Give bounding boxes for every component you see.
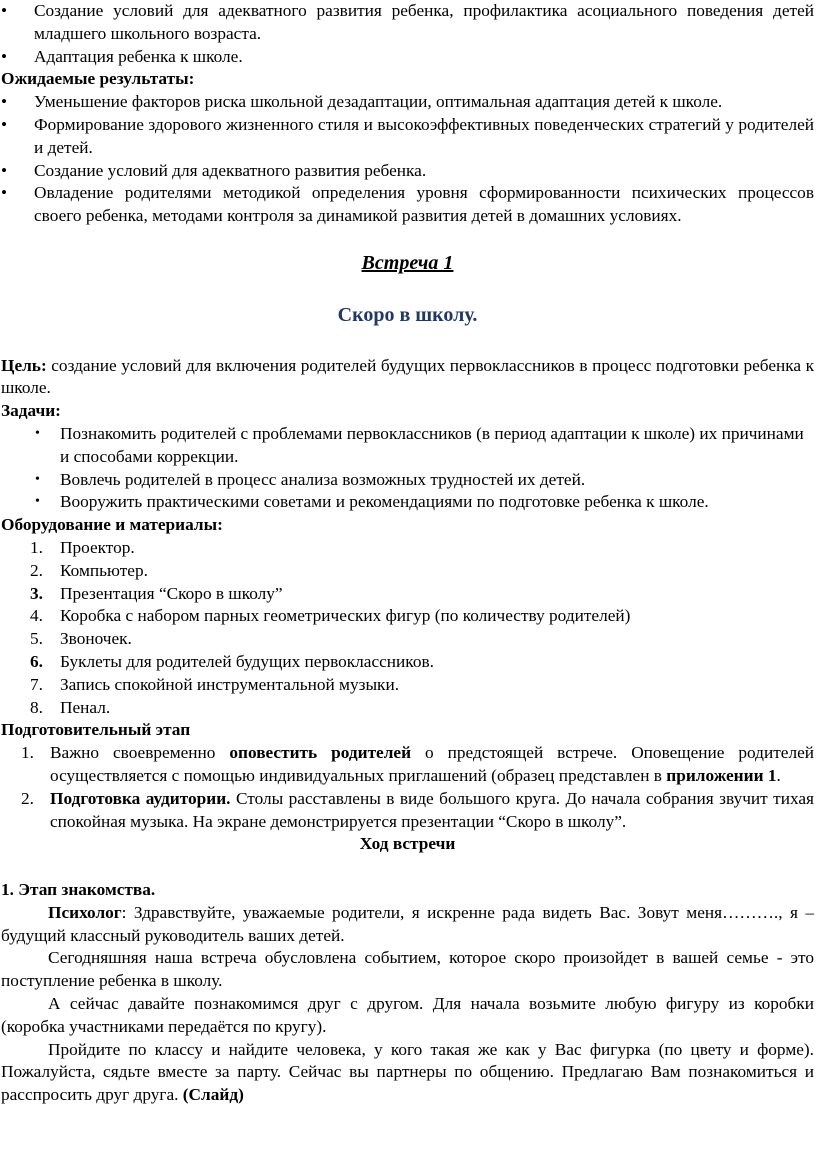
spacer [1, 856, 814, 879]
bullet-glyph: • [1, 183, 8, 203]
equipment-item: 7. Запись спокойной инструментальной музыки. [30, 674, 400, 694]
expected-result-item: • Создание условий для адекватного развития ребенка. [1, 160, 814, 183]
tasks-heading: Задачи: [1, 401, 61, 421]
prep-heading: Подготовительный этап [1, 720, 191, 740]
stage1-paragraph: Пройдите по классу и найдите человека, у кого такая же как у Вас фигурка (по цвету и форме). Пожалуйста, сядьте вместе за парту. Сейчас вы партнеры по общению. Предлагаю Вам познакомиться и расспросить друг друга. (Слайд) [1, 1039, 814, 1105]
stage1-paragraph: Психолог: Здравствуйте, уважаемые родители, я искренне рада видеть Вас. Зовут меня………., я – будущий классный руководитель ваших детей. [1, 902, 814, 945]
course-heading: Ход встречи [359, 834, 456, 854]
task-item: • Вовлечь родителей в процесс анализа возможных трудностей их детей. [1, 469, 814, 492]
meeting-title: Встреча 1 [361, 251, 454, 274]
tasks-list [1, 423, 814, 514]
goal-paragraph [1, 355, 814, 401]
meeting-subtitle: Скоро в школу. [337, 303, 478, 326]
intro-bullet: • Создание условий для адекватного развития ребенка, профилактика асоциального поведения детей младшего школьного возраста. [1, 1, 814, 43]
prep-item: 2. Подготовка аудитории. Столы расставлены в виде большого круга. До начала собрания звучит тихая спокойная музыка. На экране демонстрируется презентации “Скоро в школу”. [21, 788, 814, 831]
prep-list [1, 742, 814, 833]
goal-label: Цель: [1, 355, 47, 375]
stage1-heading: 1. Этап знакомства. [1, 880, 156, 900]
expected-results-heading: Ожидаемые результаты: [1, 69, 195, 89]
prep-item: 1. Важно своевременно оповестить родителей о предстоящей встрече. Оповещение родителей осуществляется с помощью индивидуальных приглашений (образец представлен в приложении 1. [21, 743, 814, 785]
bullet-glyph: • [1, 114, 8, 134]
expected-result-item: • Овладение родителями методикой определения уровня сформированности психических процессов своего ребенка, методами контроля за динамикой развития детей в домашних условиях. [1, 183, 814, 226]
stage1-paragraph: Сегодняшняя наша встреча обусловлена событием, которое скоро произойдет в вашей семье - это поступление ребенка в школу. [1, 948, 814, 991]
equipment-item: 1. Проектор. [30, 537, 135, 557]
equipment-item: 4. Коробка с набором парных геометрических фигур (по количеству родителей) [30, 606, 631, 626]
equipment-item: 2. Компьютер. [30, 560, 148, 580]
task-item: • Вооружить практическими советами и рекомендациями по подготовке ребенка к школе. [1, 491, 814, 514]
intro-bullet: • Адаптация ребенка к школе. [1, 46, 814, 69]
psychologist-label: Психолог [48, 902, 122, 922]
equipment-item: 8. Пенал. [30, 697, 111, 717]
equipment-list [1, 537, 814, 719]
bullet-glyph: • [1, 92, 8, 112]
bullet-glyph: • [1, 160, 8, 180]
task-item: • Познакомить родителей с проблемами первоклассников (в период адаптации к школе) их причинами и способами коррекции. [1, 423, 814, 469]
slide-marker: (Слайд) [182, 1085, 244, 1105]
equipment-item: 6. Буклеты для родителей будущих первоклассников. [30, 651, 434, 671]
expected-result-item: • Формирование здорового жизненного стиля и высокоэффективных поведенческих стратегий у родителей и детей. [1, 114, 814, 157]
equipment-heading: Оборудование и материалы: [1, 515, 223, 535]
goal-text: создание условий для включения родителей будущих первоклассников в процесс подготовки ребенка к школе. [1, 355, 814, 398]
expected-result-item: • Уменьшение факторов риска школьной дезадаптации, оптимальная адаптация детей к школе. [1, 91, 814, 114]
bullet-glyph: • [1, 46, 8, 66]
equipment-item: 3. Презентация “Скоро в школу” [30, 583, 283, 603]
equipment-item: 5. Звоночек. [30, 629, 132, 649]
bullet-glyph: • [1, 1, 8, 20]
stage1-paragraph: А сейчас давайте познакомимся друг с другом. Для начала возьмите любую фигуру из коробки (коробка участниками передаётся по кругу). [1, 994, 814, 1036]
